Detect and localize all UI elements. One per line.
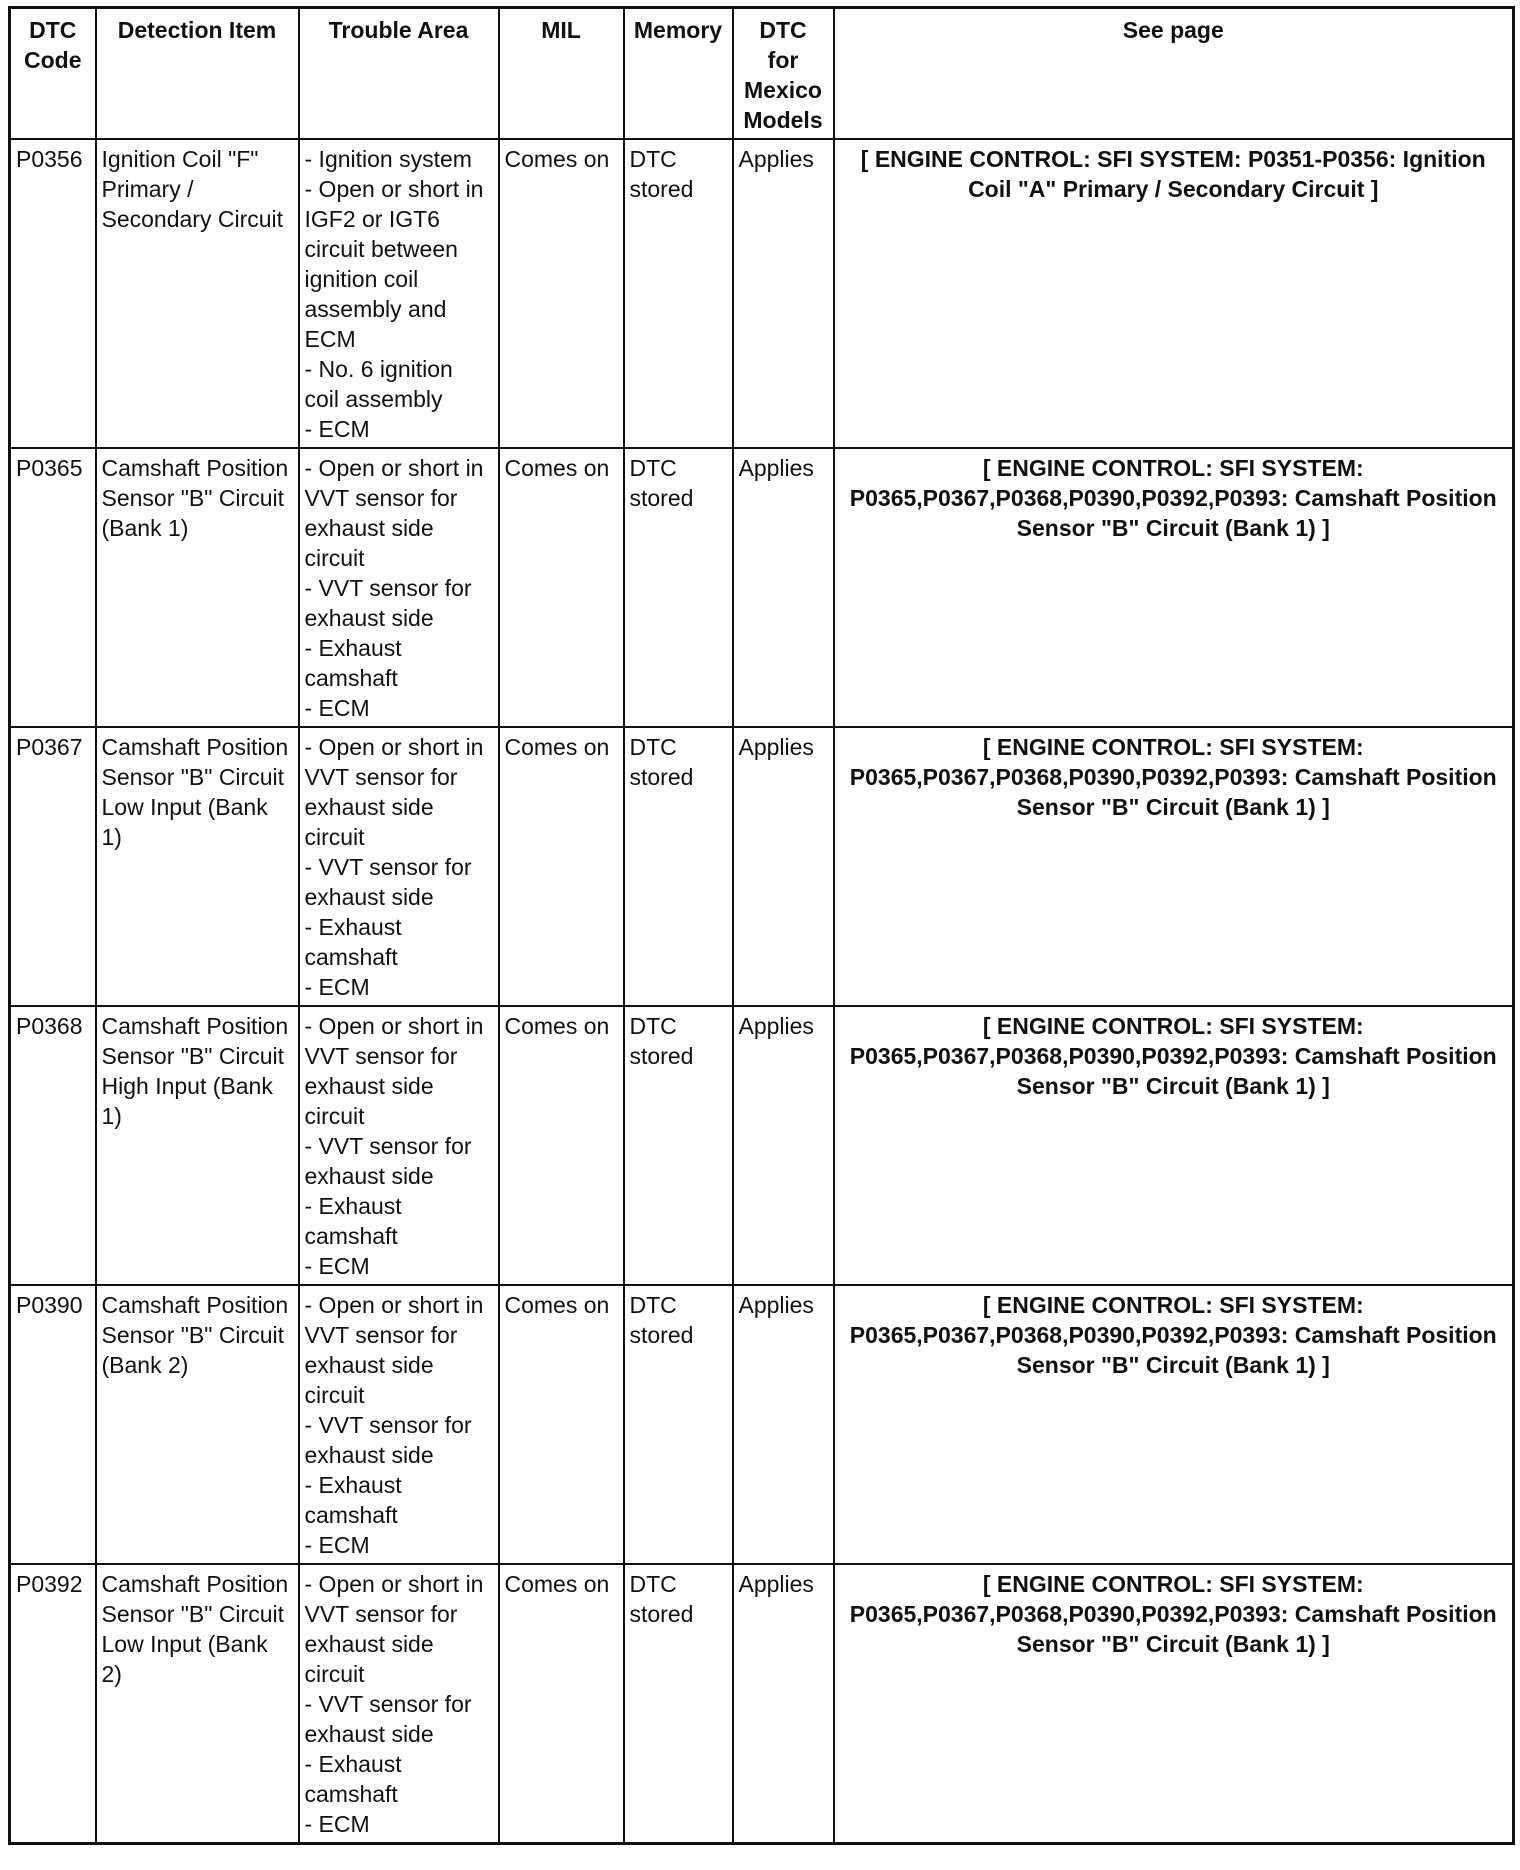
detection-item-cell: Ignition Coil "F" Primary / Secondary Circuit — [96, 139, 299, 448]
trouble-area-cell — [299, 727, 499, 1006]
memory-cell: DTC stored — [624, 1285, 733, 1564]
trouble-area-cell — [299, 139, 499, 448]
detection-item-cell: Camshaft Position Sensor "B" Circuit Low Input (Bank 1) — [96, 727, 299, 1006]
mexico-models-cell: Applies — [733, 139, 834, 448]
trouble-area-line: - VVT sensor for exhaust side — [304, 575, 472, 631]
see-page-link[interactable]: [ ENGINE CONTROL: SFI SYSTEM: P0365,P0367,P0368,P0390,P0392,P0393: Camshaft Position Sensor "B" Circuit (Bank 1) ] — [834, 727, 1514, 1006]
dtc-code-cell: P0365 — [10, 448, 96, 727]
header-see-page — [834, 8, 1514, 140]
trouble-area-line: - ECM — [304, 974, 370, 1000]
trouble-area-line: - VVT sensor for exhaust side — [304, 854, 472, 910]
header-text: DTC — [759, 17, 807, 43]
header-mil — [499, 8, 624, 140]
trouble-area-line: - Open or short in VVT sensor for exhaust side circuit — [304, 734, 484, 850]
header-text: DTC — [29, 17, 77, 43]
trouble-area-line: - Exhaust camshaft — [304, 914, 402, 970]
dtc-code-cell: P0368 — [10, 1006, 96, 1285]
trouble-area-line: - VVT sensor for exhaust side — [304, 1691, 472, 1747]
header-text: Trouble Area — [328, 17, 469, 43]
table-row — [10, 1564, 1514, 1844]
memory-cell: DTC stored — [624, 1564, 733, 1844]
trouble-area-line: - Exhaust camshaft — [304, 1193, 402, 1249]
header-text: Detection Item — [117, 17, 277, 43]
header-text: Mexico — [744, 77, 822, 103]
dtc-code-cell: P0367 — [10, 727, 96, 1006]
trouble-area-line: - Exhaust camshaft — [304, 1751, 402, 1807]
trouble-area-line: - ECM — [304, 1532, 370, 1558]
table-row — [10, 727, 1514, 1006]
mexico-models-cell: Applies — [733, 448, 834, 727]
see-page-link[interactable]: [ ENGINE CONTROL: SFI SYSTEM: P0365,P0367,P0368,P0390,P0392,P0393: Camshaft Position Sensor "B" Circuit (Bank 1) ] — [834, 1564, 1514, 1844]
header-text: Code — [24, 47, 82, 73]
detection-item-cell: Camshaft Position Sensor "B" Circuit (Bank 2) — [96, 1285, 299, 1564]
see-page-link[interactable]: [ ENGINE CONTROL: SFI SYSTEM: P0365,P0367,P0368,P0390,P0392,P0393: Camshaft Position Sensor "B" Circuit (Bank 1) ] — [834, 448, 1514, 727]
header-dtc-for-mexico-models — [733, 8, 834, 140]
trouble-area-line: - Open or short in VVT sensor for exhaust side circuit — [304, 1571, 484, 1687]
dtc-code-cell: P0392 — [10, 1564, 96, 1844]
header-trouble-area — [299, 8, 499, 140]
trouble-area-cell — [299, 448, 499, 727]
trouble-area-line: - ECM — [304, 1811, 370, 1837]
see-page-link[interactable]: [ ENGINE CONTROL: SFI SYSTEM: P0351-P0356: Ignition Coil "A" Primary / Secondary Circuit ] — [834, 139, 1514, 448]
see-page-link[interactable]: [ ENGINE CONTROL: SFI SYSTEM: P0365,P0367,P0368,P0390,P0392,P0393: Camshaft Position Sensor "B" Circuit (Bank 1) ] — [834, 1006, 1514, 1285]
detection-item-cell: Camshaft Position Sensor "B" Circuit High Input (Bank 1) — [96, 1006, 299, 1285]
trouble-area-line: - Open or short in VVT sensor for exhaust side circuit — [304, 455, 484, 571]
table-row — [10, 1006, 1514, 1285]
table-header — [10, 8, 1514, 140]
table-body — [10, 139, 1514, 1844]
trouble-area-cell — [299, 1564, 499, 1844]
mexico-models-cell: Applies — [733, 1285, 834, 1564]
trouble-area-cell — [299, 1006, 499, 1285]
mexico-models-cell: Applies — [733, 1564, 834, 1844]
trouble-area-line: - Open or short in IGF2 or IGT6 circuit between ignition coil assembly and ECM — [304, 176, 484, 352]
trouble-area-line: - Exhaust camshaft — [304, 1472, 402, 1528]
mexico-models-cell: Applies — [733, 727, 834, 1006]
trouble-area-line: - VVT sensor for exhaust side — [304, 1133, 472, 1189]
dtc-code-cell: P0356 — [10, 139, 96, 448]
detection-item-cell: Camshaft Position Sensor "B" Circuit Low Input (Bank 2) — [96, 1564, 299, 1844]
header-text: Memory — [633, 17, 723, 43]
mil-cell: Comes on — [499, 448, 624, 727]
header-row — [10, 8, 1514, 140]
trouble-area-line: - ECM — [304, 1253, 370, 1279]
memory-cell: DTC stored — [624, 448, 733, 727]
header-text: for — [767, 47, 799, 73]
memory-cell: DTC stored — [624, 139, 733, 448]
detection-item-cell: Camshaft Position Sensor "B" Circuit (Bank 1) — [96, 448, 299, 727]
table-row — [10, 1285, 1514, 1564]
trouble-area-line: - No. 6 ignition coil assembly — [304, 356, 453, 412]
memory-cell: DTC stored — [624, 1006, 733, 1285]
table-row — [10, 448, 1514, 727]
dtc-code-cell: P0390 — [10, 1285, 96, 1564]
trouble-area-line: - Open or short in VVT sensor for exhaust side circuit — [304, 1292, 484, 1408]
trouble-area-line: - ECM — [304, 695, 370, 721]
mil-cell: Comes on — [499, 139, 624, 448]
header-memory — [624, 8, 733, 140]
header-text: Models — [743, 107, 823, 133]
header-text: MIL — [541, 17, 581, 43]
mil-cell: Comes on — [499, 727, 624, 1006]
trouble-area-cell — [299, 1285, 499, 1564]
mil-cell: Comes on — [499, 1285, 624, 1564]
trouble-area-line: - Ignition system — [304, 146, 472, 172]
header-text: See page — [1122, 17, 1224, 43]
mil-cell: Comes on — [499, 1564, 624, 1844]
mexico-models-cell: Applies — [733, 1006, 834, 1285]
trouble-area-line: - Open or short in VVT sensor for exhaust side circuit — [304, 1013, 484, 1129]
header-dtc-code — [10, 8, 96, 140]
dtc-table — [8, 6, 1515, 1845]
trouble-area-line: - Exhaust camshaft — [304, 635, 402, 691]
table-row — [10, 139, 1514, 448]
mil-cell: Comes on — [499, 1006, 624, 1285]
header-detection-item — [96, 8, 299, 140]
see-page-link[interactable]: [ ENGINE CONTROL: SFI SYSTEM: P0365,P0367,P0368,P0390,P0392,P0393: Camshaft Position Sensor "B" Circuit (Bank 1) ] — [834, 1285, 1514, 1564]
memory-cell: DTC stored — [624, 727, 733, 1006]
trouble-area-line: - ECM — [304, 416, 370, 442]
trouble-area-line: - VVT sensor for exhaust side — [304, 1412, 472, 1468]
